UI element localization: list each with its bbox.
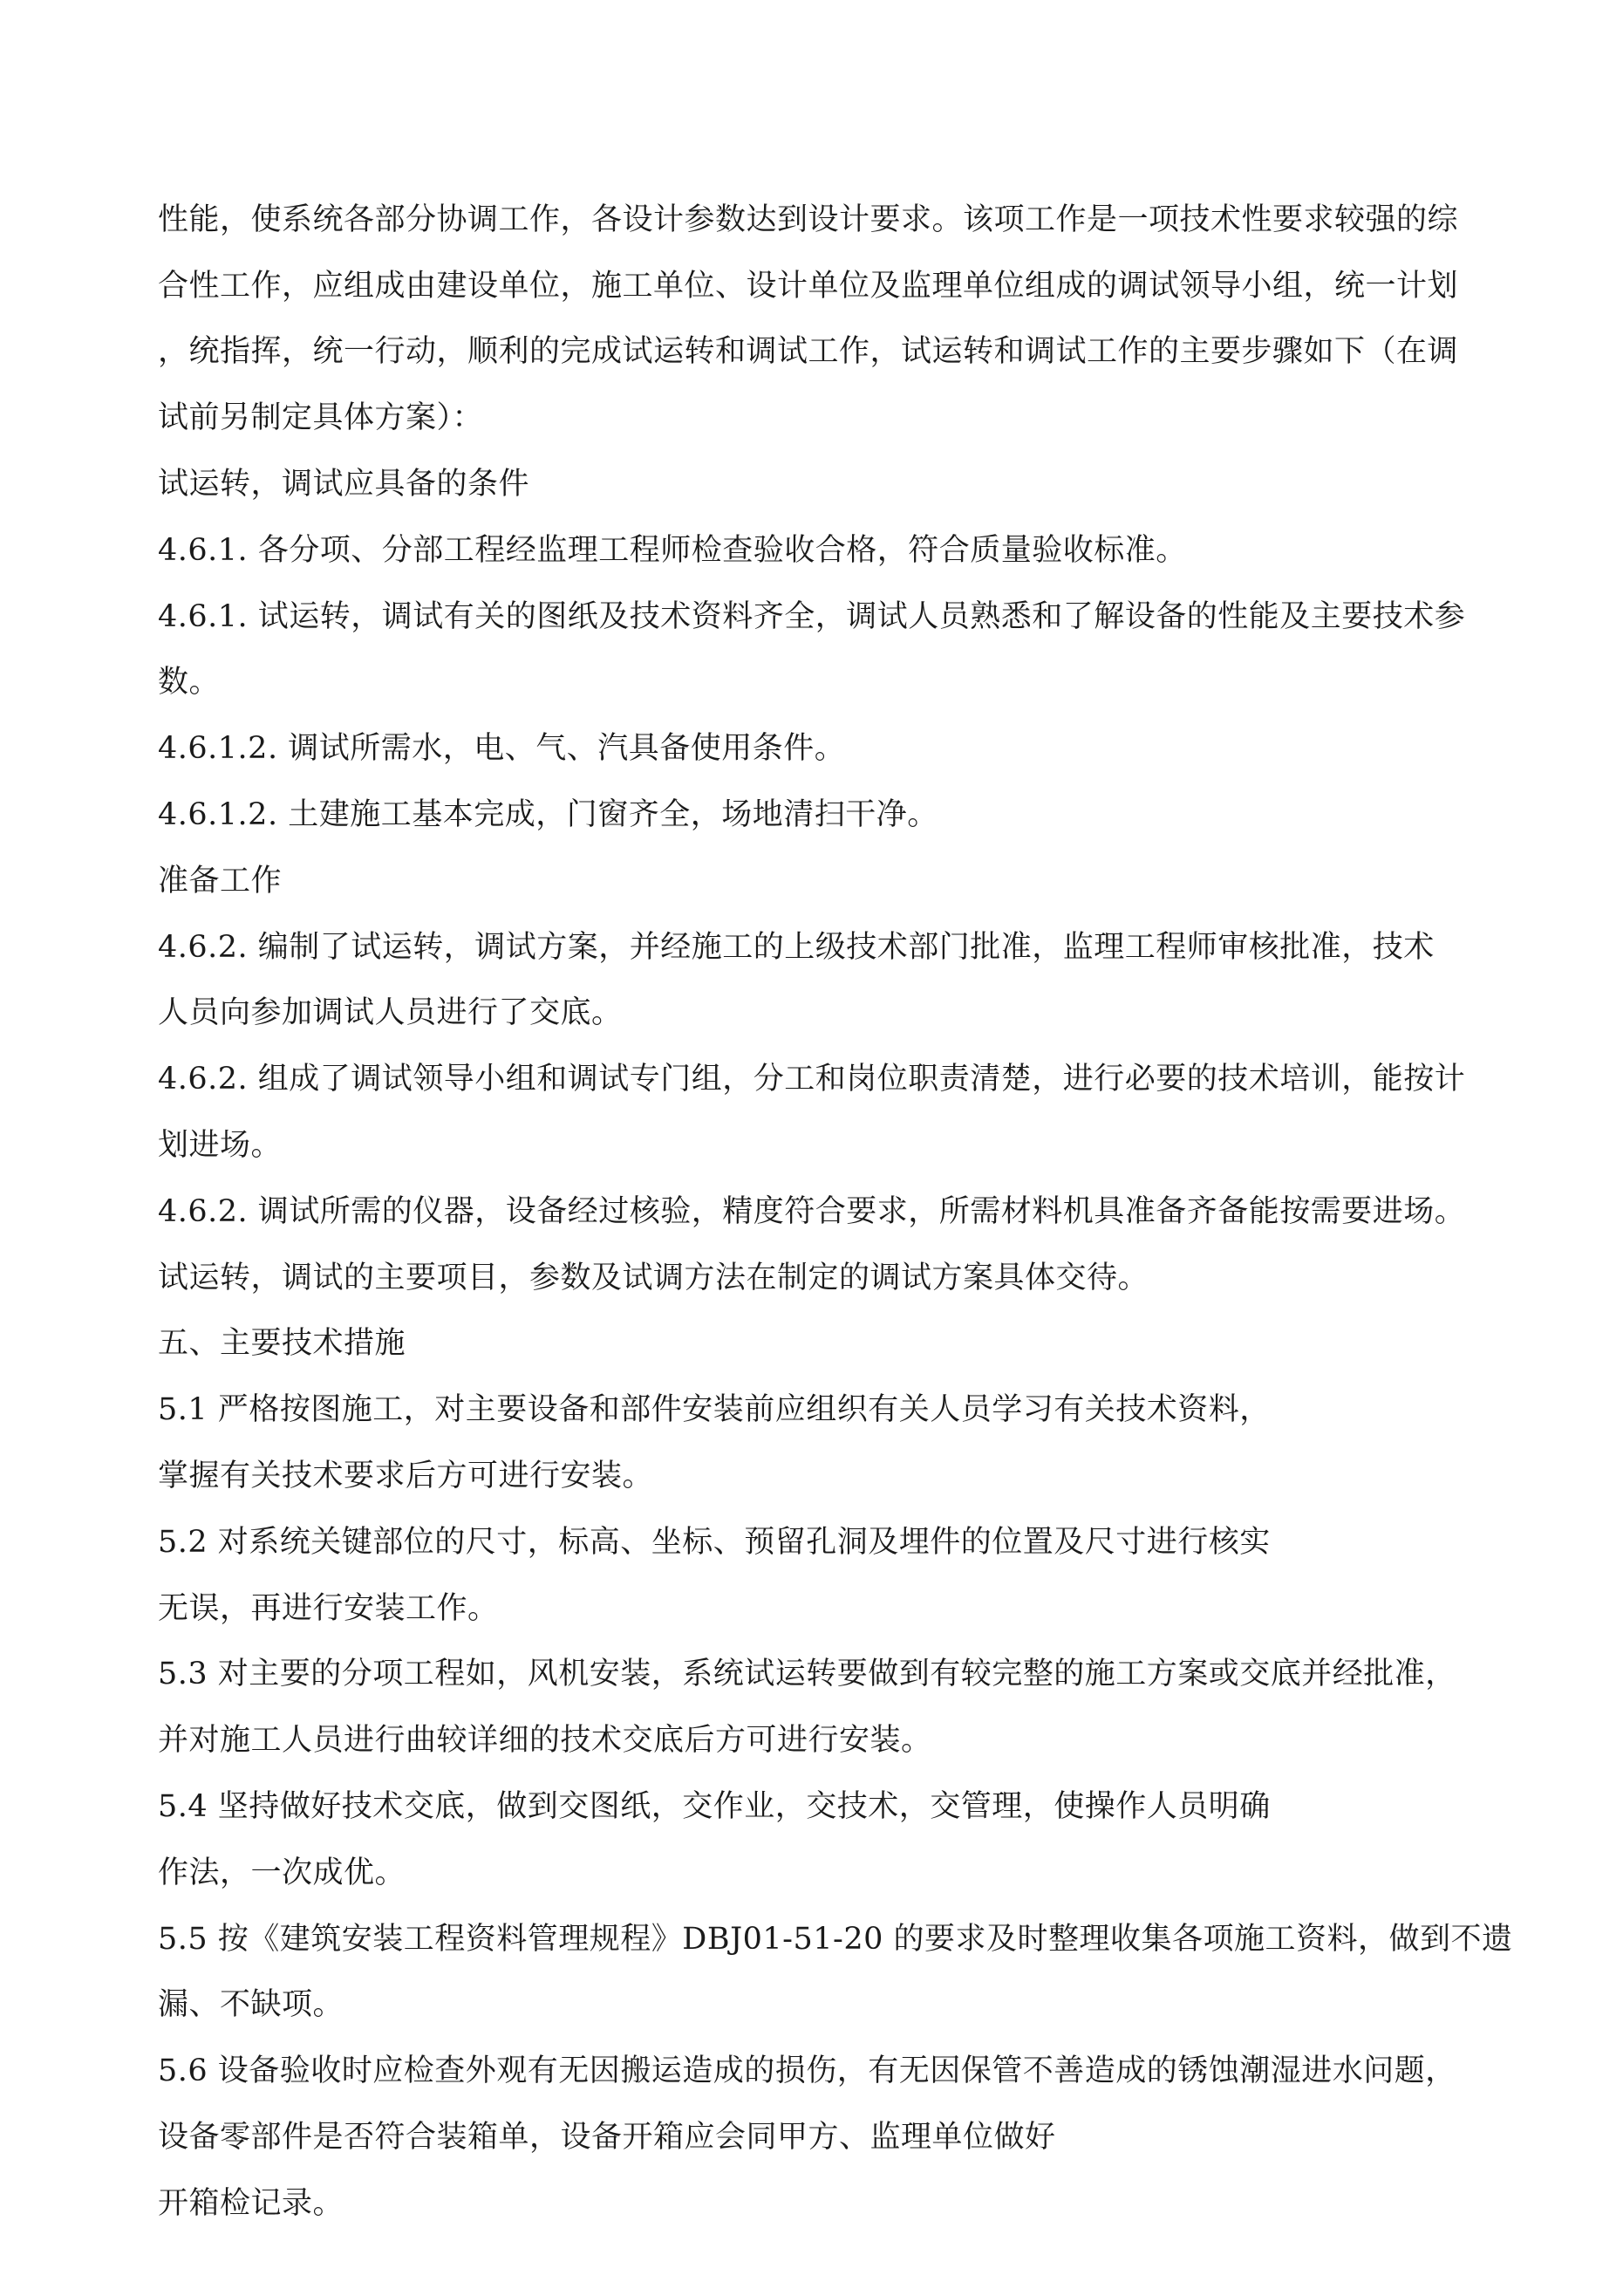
text-line-7: 4.6.1. 试运转，调试有关的图纸及技术资料齐全，调试人员熟悉和了解设备的性能及主要技术参 [158,599,1466,634]
text-line-14: 4.6.2. 组成了调试领导小组和调试专门组，分工和岗位职责清楚，进行必要的技术培训，能按计 [158,1062,1466,1097]
text-line-1: 性能，使系统各部分协调工作，各设计参数达到设计要求。该项工作是一项技术性要求较强的综 [158,202,1459,237]
text-line-12: 4.6.2. 编制了试运转，调试方案，并经施工的上级技术部门批准，监理工程师审核批准，技术 [158,930,1435,965]
text-line-20: 掌握有关技术要求后方可进行安装。 [158,1459,654,1493]
text-line-24: 并对施工人员进行曲较详细的技术交底后方可进行安装。 [158,1723,932,1758]
text-line-2: 合性工作，应组成由建设单位，施工单位、设计单位及监理单位组成的调试领导小组，统一计划 [158,269,1459,304]
text-line-23: 5.3 对主要的分项工程如，风机安装，系统试运转要做到有较完整的施工方案或交底并经批准， [158,1657,1456,1691]
text-line-13: 人员向参加调试人员进行了交底。 [158,995,623,1030]
text-line-27: 5.5 按《建筑安装工程资料管理规程》DBJ01-51-20 的要求及时整理收集各项施工资料，做到不遗 [158,1922,1513,1957]
text-line-17: 试运转，调试的主要项目，参数及试调方法在制定的调试方案具体交待。 [158,1261,1149,1295]
text-line-29: 5.6 设备验收时应检查外观有无因搬运造成的损伤，有无因保管不善造成的锈蚀潮湿进水问题， [158,2053,1456,2088]
section-heading: 五、主要技术措施 [158,1326,406,1361]
text-line-26: 作法，一次成优。 [158,1855,406,1890]
text-line-9: 4.6.1.2. 调试所需水，电、气、汽具备使用条件。 [158,731,846,766]
text-line-21: 5.2 对系统关键部位的尺寸，标高、坐标、预留孔洞及埋件的位置及尺寸进行核实 [158,1525,1271,1560]
text-line-6: 4.6.1. 各分项、分部工程经监理工程师检查验收合格，符合质量验收标准。 [158,533,1187,568]
text-line-16: 4.6.2. 调试所需的仪器，设备经过核验，精度符合要求，所需材料机具准备齐备能按需要进场。 [158,1194,1466,1229]
text-line-30: 设备零部件是否符合装箱单，设备开箱应会同甲方、监理单位做好 [158,2120,1056,2155]
text-line-19: 5.1 严格按图施工，对主要设备和部件安装前应组织有关人员学习有关技术资料， [158,1392,1271,1427]
text-line-31: 开箱检记录。 [158,2186,344,2221]
text-line-22: 无误，再进行安装工作。 [158,1591,499,1626]
text-line-8: 数。 [158,665,221,700]
section-heading: 准备工作 [158,864,283,899]
text-line-28: 漏、不缺项。 [158,1987,344,2022]
text-line-3: ，统指挥，统一行动，顺利的完成试运转和调试工作，试运转和调试工作的主要步骤如下（在调 [158,334,1459,369]
text-line-25: 5.4 坚持做好技术交底，做到交图纸，交作业，交技术，交管理，使操作人员明确 [158,1789,1271,1824]
text-line-4: 试前另制定具体方案）： [158,400,484,435]
text-line-10: 4.6.1.2. 土建施工基本完成，门窗齐全，场地清扫干净。 [158,797,938,832]
section-heading: 试运转，调试应具备的条件 [158,467,530,502]
text-line-15: 划进场。 [158,1128,283,1163]
